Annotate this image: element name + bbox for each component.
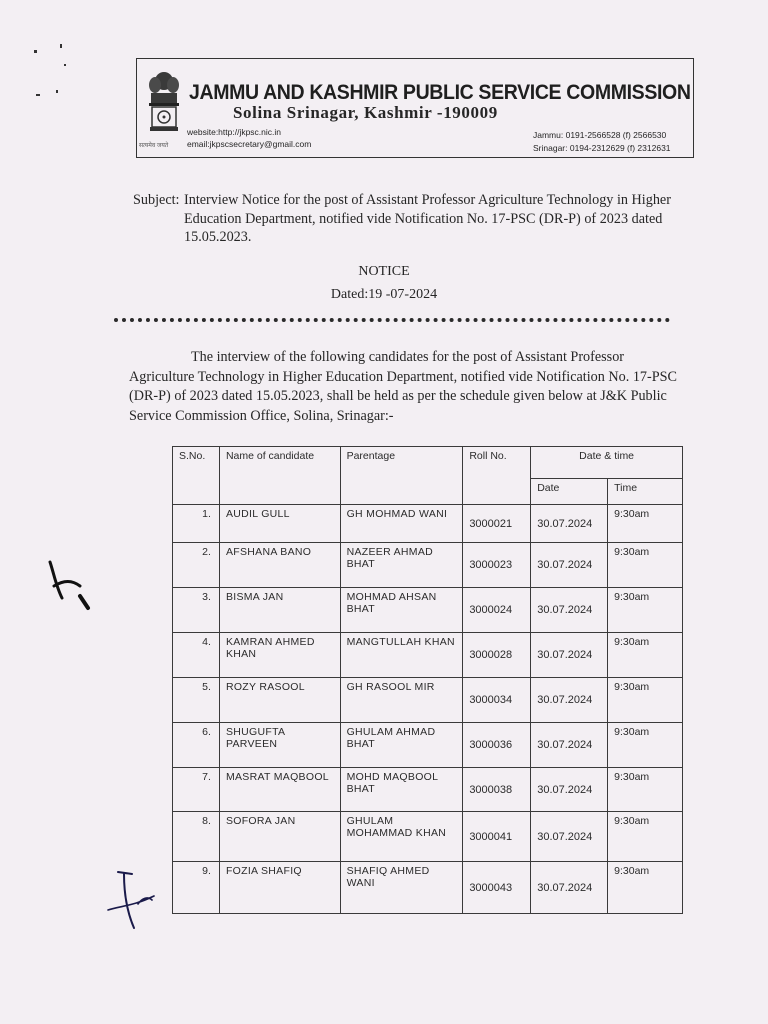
national-emblem-icon xyxy=(143,65,185,147)
cell-parentage: MOHD MAQBOOL BHAT xyxy=(340,768,463,812)
commission-address: Solina Srinagar, Kashmir -190009 xyxy=(233,103,498,122)
cell-sno: 7. xyxy=(173,768,220,812)
table-row xyxy=(173,812,683,862)
cell-name: ROZY RASOOL xyxy=(219,678,340,723)
cell-date: 30.07.2024 xyxy=(531,633,608,678)
cell-roll: 3000024 xyxy=(463,588,531,633)
cell-date: 30.07.2024 xyxy=(531,543,608,588)
dotted-divider xyxy=(114,318,670,322)
cell-name: AFSHANA BANO xyxy=(219,543,340,588)
header-parentage: Parentage xyxy=(340,447,463,505)
commission-title: JAMMU AND KASHMIR PUBLIC SERVICE COMMISSION xyxy=(189,81,691,104)
cell-parentage: MOHMAD AHSAN BHAT xyxy=(340,588,463,633)
header-date: Date xyxy=(531,479,608,505)
phone-srinagar: Srinagar: 0194-2312629 (f) 2312631 xyxy=(533,143,671,153)
cell-roll: 3000041 xyxy=(463,812,531,862)
table-row xyxy=(173,678,683,723)
cell-time: 9:30am xyxy=(608,768,683,812)
website-text: website:http://jkpsc.nic.in xyxy=(187,127,282,137)
cell-sno: 5. xyxy=(173,678,220,723)
cell-time: 9:30am xyxy=(608,633,683,678)
cell-date: 30.07.2024 xyxy=(531,723,608,768)
phone-jammu: Jammu: 0191-2566528 (f) 2566530 xyxy=(533,130,667,140)
table-row xyxy=(173,768,683,812)
cell-name: FOZIA SHAFIQ xyxy=(219,862,340,914)
cell-name: SHUGUFTA PARVEEN xyxy=(219,723,340,768)
table-row xyxy=(173,633,683,678)
email-text: email:jkpscsecretary@gmail.com xyxy=(187,139,312,149)
scan-speck xyxy=(36,94,40,96)
table-row xyxy=(173,543,683,588)
notice-body: The interview of the following candidates for the post of Assistant Professor Agriculture Technology in Higher Education Department, notified vide Notification No. 17-PSC (DR-P) of 2023 dated 15.05.2023, shall be held as per the schedule given below at J&K Public Service Commission Office, Solina, Srinagar:- xyxy=(129,349,677,424)
cell-parentage: SHAFIQ AHMED WANI xyxy=(340,862,463,914)
cell-sno: 8. xyxy=(173,812,220,862)
cell-name: BISMA JAN xyxy=(219,588,340,633)
cell-name: MASRAT MAQBOOL xyxy=(219,768,340,812)
table-row xyxy=(173,862,683,914)
cell-roll: 3000043 xyxy=(463,862,531,914)
cell-date: 30.07.2024 xyxy=(531,768,608,812)
scan-speck xyxy=(56,90,58,93)
header-datetime: Date & time xyxy=(531,447,683,479)
cell-date: 30.07.2024 xyxy=(531,812,608,862)
scan-speck xyxy=(34,50,37,53)
header-roll: Roll No. xyxy=(463,447,531,505)
cell-sno: 6. xyxy=(173,723,220,768)
table-row xyxy=(173,588,683,633)
cell-time: 9:30am xyxy=(608,723,683,768)
header-time: Time xyxy=(608,479,683,505)
letterhead xyxy=(136,58,694,158)
cell-roll: 3000023 xyxy=(463,543,531,588)
table-row xyxy=(173,723,683,768)
cell-name: AUDIL GULL xyxy=(219,505,340,543)
handwritten-mark-icon xyxy=(40,556,100,616)
notice-date: Dated:19 -07-2024 xyxy=(330,287,438,302)
cell-sno: 4. xyxy=(173,633,220,678)
scan-speck xyxy=(64,64,66,66)
signature-initials-icon xyxy=(104,866,164,936)
cell-parentage: GHULAM MOHAMMAD KHAN xyxy=(340,812,463,862)
cell-sno: 1. xyxy=(173,505,220,543)
cell-time: 9:30am xyxy=(608,812,683,862)
cell-time: 9:30am xyxy=(608,505,683,543)
cell-sno: 3. xyxy=(173,588,220,633)
cell-date: 30.07.2024 xyxy=(531,505,608,543)
cell-sno: 9. xyxy=(173,862,220,914)
cell-date: 30.07.2024 xyxy=(531,588,608,633)
notice-heading: NOTICE xyxy=(358,264,410,279)
table-row xyxy=(173,505,683,543)
cell-parentage: GHULAM AHMAD BHAT xyxy=(340,723,463,768)
cell-sno: 2. xyxy=(173,543,220,588)
subject-text: Interview Notice for the post of Assistant Professor Agriculture Technology in Higher Education Department, notified vide Notification No. 17-PSC (DR-P) of 2023 dated 15.05.2023. xyxy=(184,192,671,245)
cell-name: KAMRAN AHMED KHAN xyxy=(219,633,340,678)
header-sno: S.No. xyxy=(173,447,220,505)
header-name: Name of candidate xyxy=(219,447,340,505)
cell-date: 30.07.2024 xyxy=(531,678,608,723)
cell-roll: 3000028 xyxy=(463,633,531,678)
cell-parentage: GH RASOOL MIR xyxy=(340,678,463,723)
cell-roll: 3000021 xyxy=(463,505,531,543)
cell-time: 9:30am xyxy=(608,862,683,914)
cell-name: SOFORA JAN xyxy=(219,812,340,862)
cell-roll: 3000036 xyxy=(463,723,531,768)
cell-date: 30.07.2024 xyxy=(531,862,608,914)
cell-time: 9:30am xyxy=(608,543,683,588)
cell-roll: 3000034 xyxy=(463,678,531,723)
cell-parentage: MANGTULLAH KHAN xyxy=(340,633,463,678)
interview-schedule-table xyxy=(172,446,683,914)
subject-label: Subject: xyxy=(133,192,180,208)
subject-block xyxy=(133,191,713,247)
scan-speck xyxy=(60,44,62,48)
cell-time: 9:30am xyxy=(608,588,683,633)
cell-parentage: GH MOHMAD WANI xyxy=(340,505,463,543)
cell-roll: 3000038 xyxy=(463,768,531,812)
emblem-caption: सत्यमेव जयते xyxy=(139,143,169,149)
cell-parentage: NAZEER AHMAD BHAT xyxy=(340,543,463,588)
cell-time: 9:30am xyxy=(608,678,683,723)
